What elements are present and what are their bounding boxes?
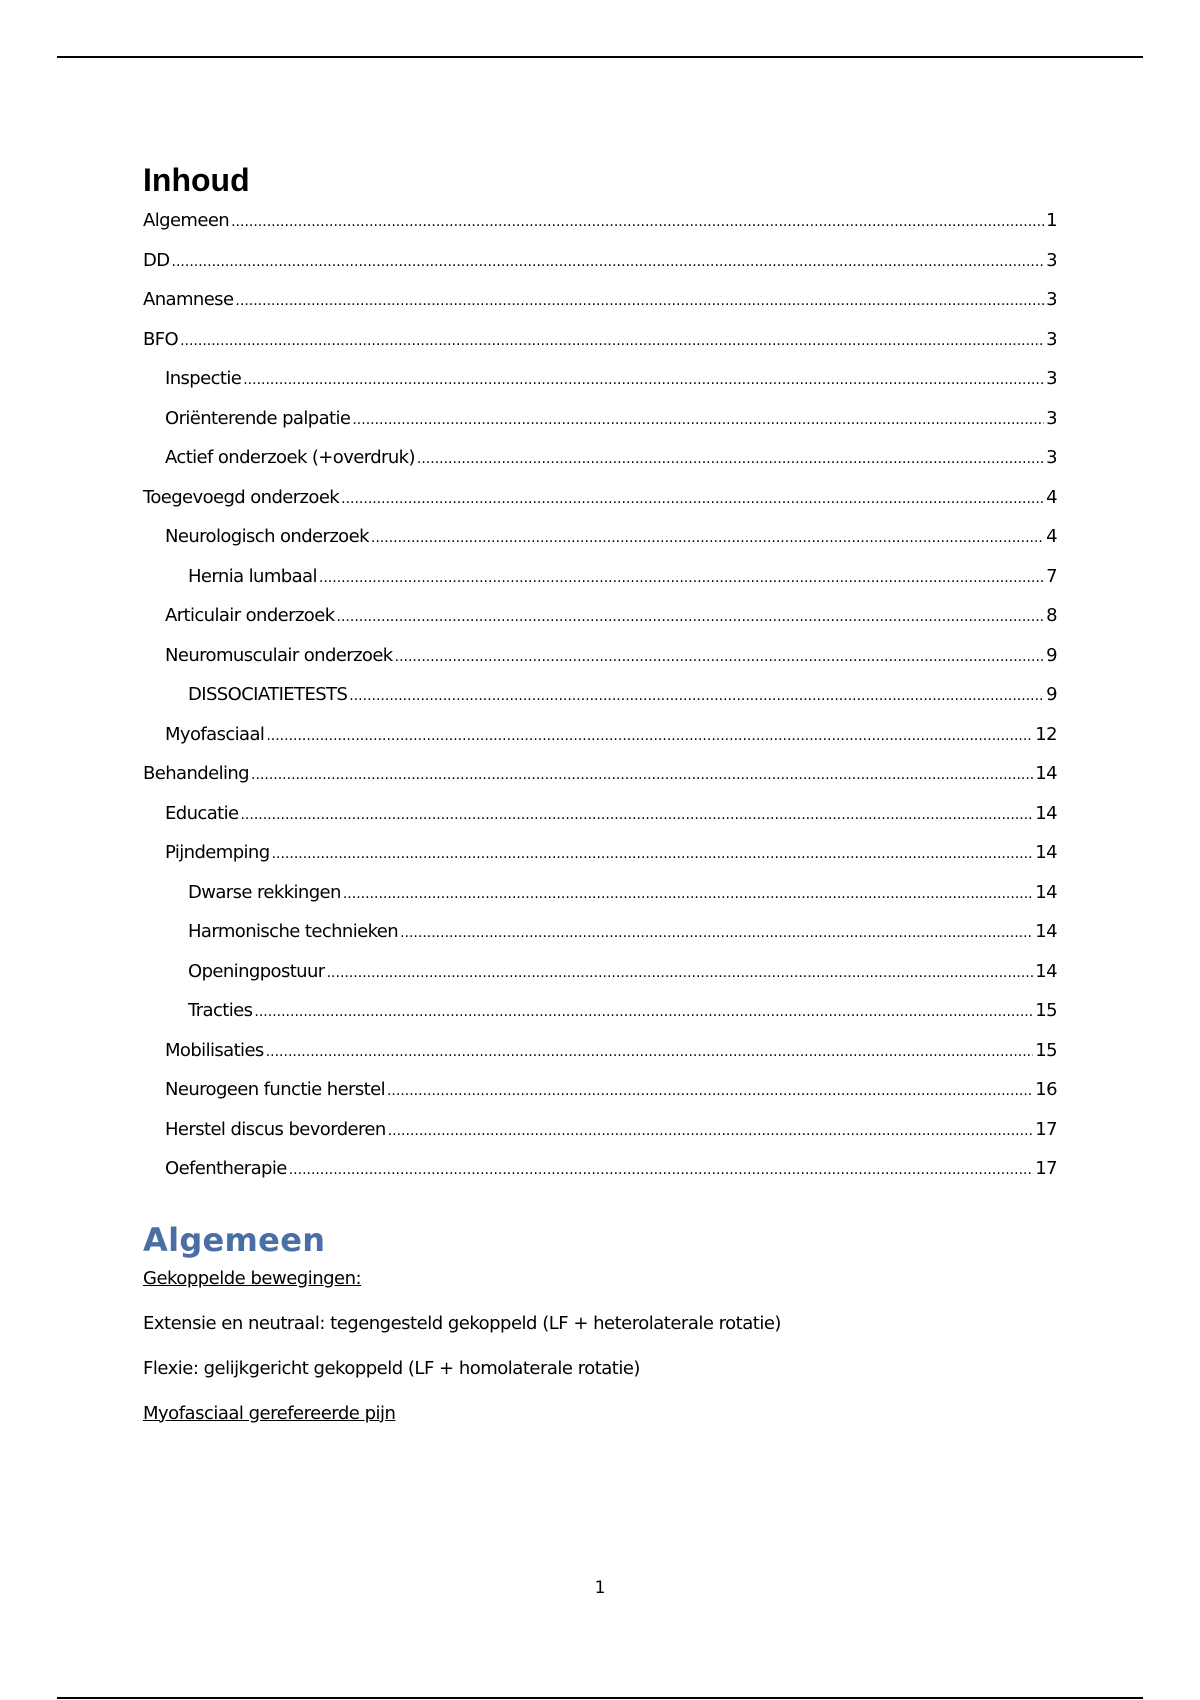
toc-entry-label[interactable]: Inspectie: [165, 368, 242, 389]
toc-dot-leader: [400, 921, 1033, 942]
toc-entry-page-number[interactable]: 12: [1035, 723, 1057, 745]
toc-entry-label[interactable]: Openingpostuur: [188, 960, 325, 982]
toc-entry-page-number[interactable]: 14: [1035, 921, 1057, 942]
toc-entry-label[interactable]: BFO: [143, 328, 179, 350]
toc-entry-page-number[interactable]: 9: [1046, 684, 1057, 705]
toc-entry[interactable]: [143, 645, 1057, 685]
toc-entry-page-number[interactable]: 17: [1035, 1158, 1057, 1179]
body-line-extension: Extensie en neutraal: tegengesteld gekoppeld (LF + heterolaterale rotatie): [143, 1312, 781, 1334]
body-line-flexion: Flexie: gelijkgericht gekoppeld (LF + homolaterale rotatie): [143, 1357, 640, 1379]
toc-entry[interactable]: [143, 605, 1057, 645]
toc-dot-leader: [417, 447, 1044, 468]
toc-entry-page-number[interactable]: 1: [1046, 210, 1057, 231]
toc-entry-page-number[interactable]: 8: [1046, 605, 1057, 626]
toc-entry-page-number[interactable]: 15: [1035, 1000, 1057, 1021]
toc-dot-leader: [371, 526, 1044, 547]
toc-entry-page-number[interactable]: 14: [1035, 763, 1057, 784]
toc-entry-page-number[interactable]: 14: [1035, 960, 1057, 982]
toc-entry-label[interactable]: Tracties: [188, 1000, 253, 1021]
subheading-myofascial-pain: Myofasciaal gerefereerde pijn: [143, 1402, 396, 1424]
section-heading: Algemeen: [143, 1220, 326, 1259]
toc-entry-page-number[interactable]: 14: [1035, 881, 1057, 903]
toc-entry[interactable]: [143, 1040, 1057, 1080]
toc-entry-label[interactable]: Pijndemping: [165, 842, 270, 863]
toc-dot-leader: [327, 961, 1034, 982]
header-rule: [57, 56, 1143, 58]
toc-entry[interactable]: [143, 1158, 1057, 1198]
toc-entry-page-number[interactable]: 14: [1035, 802, 1057, 824]
toc-dot-leader: [341, 487, 1044, 508]
toc-entry-label[interactable]: Oefentherapie: [165, 1158, 287, 1179]
toc-dot-leader: [343, 882, 1033, 903]
toc-dot-leader: [231, 210, 1044, 231]
toc-dot-leader: [319, 566, 1044, 587]
toc-entry-label[interactable]: Articulair onderzoek: [165, 605, 335, 626]
toc-entry-page-number[interactable]: 3: [1046, 368, 1057, 389]
toc-dot-leader: [243, 368, 1044, 389]
toc-entry-page-number[interactable]: 7: [1046, 565, 1057, 587]
toc-entry-page-number[interactable]: 14: [1035, 842, 1057, 863]
toc-entry-page-number[interactable]: 3: [1046, 289, 1057, 310]
toc-entry[interactable]: [143, 210, 1057, 250]
toc-entry-page-number[interactable]: 3: [1046, 328, 1057, 350]
toc-dot-leader: [289, 1158, 1034, 1179]
toc-dot-leader: [251, 763, 1033, 784]
toc-dot-leader: [254, 1000, 1033, 1021]
toc-entry[interactable]: [143, 763, 1057, 803]
toc-dot-leader: [395, 645, 1045, 666]
toc-entry-label[interactable]: Anamnese: [143, 289, 234, 310]
toc-entry[interactable]: [143, 842, 1057, 882]
toc-dot-leader: [387, 1079, 1033, 1100]
toc-entry-label[interactable]: Algemeen: [143, 210, 230, 231]
toc-entry-label[interactable]: Oriënterende palpatie: [165, 407, 351, 429]
toc-entry[interactable]: [143, 961, 1057, 1001]
toc-dot-leader: [349, 684, 1044, 705]
page-number: 1: [594, 1578, 606, 1598]
toc-entry-label[interactable]: Neuromusculair onderzoek: [165, 644, 393, 666]
toc-entry-label[interactable]: Toegevoegd onderzoek: [143, 486, 340, 508]
toc-entry[interactable]: [143, 289, 1057, 329]
toc-entry-label[interactable]: Myofasciaal: [165, 723, 265, 745]
toc-dot-leader: [388, 1119, 1034, 1140]
toc-entry[interactable]: [143, 487, 1057, 527]
toc-entry[interactable]: [143, 803, 1057, 843]
toc-entry[interactable]: [143, 447, 1057, 487]
toc-entry[interactable]: [143, 408, 1057, 448]
toc-entry[interactable]: [143, 921, 1057, 961]
toc-entry-page-number[interactable]: 16: [1035, 1079, 1057, 1100]
toc-dot-leader: [272, 842, 1034, 863]
toc-title: Inhoud: [143, 162, 250, 198]
toc-entry[interactable]: [143, 1119, 1057, 1159]
toc-dot-leader: [266, 724, 1033, 745]
toc-entry[interactable]: [143, 1000, 1057, 1040]
toc-entry-label[interactable]: Mobilisaties: [165, 1039, 264, 1061]
toc-dot-leader: [266, 1040, 1034, 1061]
toc-entry-label[interactable]: Dwarse rekkingen: [188, 881, 341, 903]
toc-entry[interactable]: [143, 882, 1057, 922]
toc-entry-label[interactable]: Hernia lumbaal: [188, 565, 317, 587]
toc-entry-page-number[interactable]: 15: [1035, 1039, 1057, 1061]
toc-entry[interactable]: [143, 1079, 1057, 1119]
table-of-contents: [143, 210, 1057, 1198]
toc-entry-label[interactable]: DISSOCIATIETESTS: [188, 684, 348, 705]
toc-entry-label[interactable]: Behandeling: [143, 763, 250, 784]
page-content: [143, 160, 1057, 1448]
toc-entry[interactable]: [143, 250, 1057, 290]
toc-entry[interactable]: [143, 329, 1057, 369]
toc-entry[interactable]: [143, 684, 1057, 724]
toc-dot-leader: [235, 289, 1044, 310]
toc-entry-label[interactable]: Educatie: [165, 802, 239, 824]
toc-entry-page-number[interactable]: 4: [1046, 526, 1057, 547]
footer-rule: [57, 1697, 1143, 1699]
toc-dot-leader: [352, 408, 1044, 429]
toc-entry[interactable]: [143, 526, 1057, 566]
toc-entry-label[interactable]: Actief onderzoek (+overdruk): [165, 447, 415, 468]
toc-dot-leader: [172, 250, 1045, 271]
toc-entry-label[interactable]: Harmonische technieken: [188, 921, 399, 942]
toc-entry-page-number[interactable]: 3: [1046, 447, 1057, 468]
toc-entry[interactable]: [143, 368, 1057, 408]
toc-dot-leader: [337, 605, 1045, 626]
toc-entry-label[interactable]: DD: [143, 249, 170, 271]
toc-entry-label[interactable]: Neurologisch onderzoek: [165, 526, 369, 547]
toc-entry-page-number[interactable]: 9: [1046, 644, 1057, 666]
toc-entry-page-number[interactable]: 3: [1046, 407, 1057, 429]
toc-entry-label[interactable]: Neurogeen functie herstel: [165, 1079, 385, 1100]
toc-dot-leader: [180, 329, 1044, 350]
toc-entry[interactable]: [143, 566, 1057, 606]
toc-entry[interactable]: [143, 724, 1057, 764]
toc-entry-page-number[interactable]: 4: [1046, 486, 1057, 508]
subheading-coupled-movements: Gekoppelde bewegingen:: [143, 1267, 362, 1289]
toc-entry-page-number[interactable]: 3: [1046, 249, 1057, 271]
toc-dot-leader: [240, 803, 1033, 824]
toc-entry-label[interactable]: Herstel discus bevorderen: [165, 1118, 386, 1140]
toc-entry-page-number[interactable]: 17: [1035, 1118, 1057, 1140]
